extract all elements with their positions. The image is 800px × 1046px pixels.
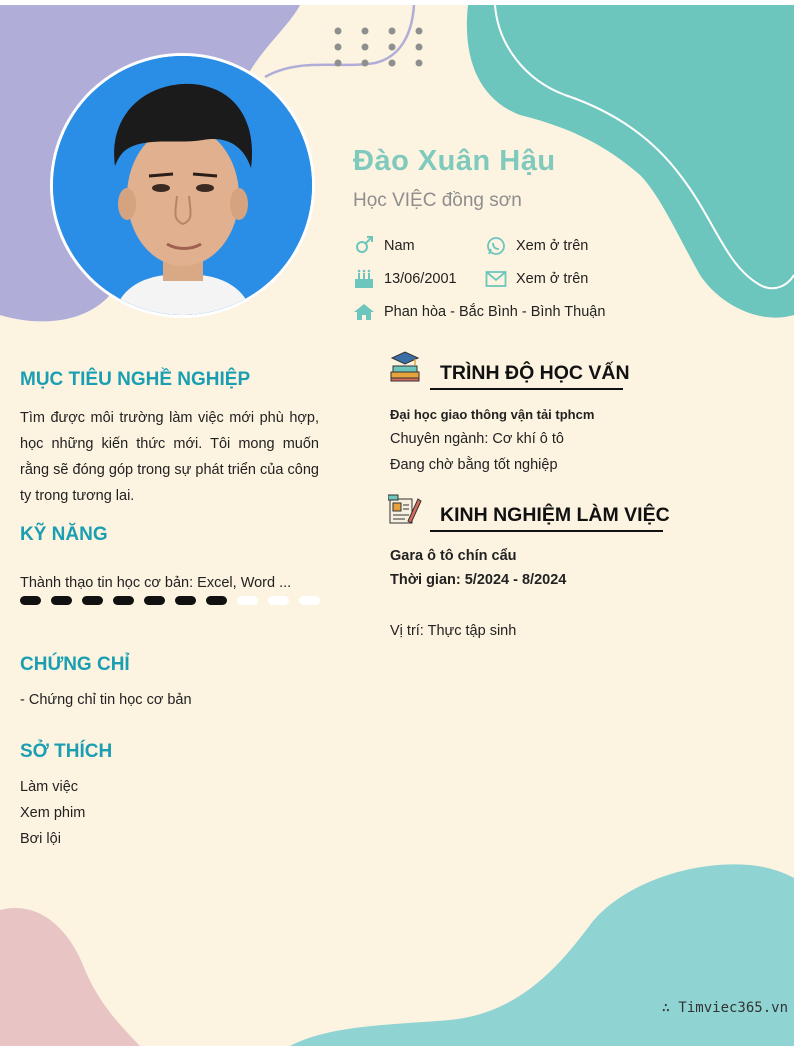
education-title: TRÌNH ĐỘ HỌC VẤN bbox=[440, 362, 630, 384]
birthday-cake-icon bbox=[353, 268, 375, 290]
skill-level-dot-filled bbox=[20, 596, 41, 605]
hobby-item: Làm việc bbox=[20, 779, 79, 795]
candidate-name: Đào Xuân Hậu bbox=[353, 145, 556, 177]
skill-name: Thành thạo tin học cơ bản: Excel, Word ... bbox=[20, 575, 292, 591]
profile-photo bbox=[50, 53, 315, 318]
skill-level-dot-filled bbox=[175, 596, 196, 605]
phone-value: Xem ở trên bbox=[516, 238, 589, 254]
work-experience-icon bbox=[388, 493, 422, 530]
hobby-item: Bơi lội bbox=[20, 831, 61, 847]
skills-title: KỸ NĂNG bbox=[20, 524, 108, 545]
avatar bbox=[53, 56, 312, 315]
school-name: Đại học giao thông vận tải tphcm bbox=[390, 407, 595, 422]
gender-icon bbox=[353, 235, 375, 257]
address-value: Phan hòa - Bắc Bình - Bình Thuận bbox=[384, 304, 606, 320]
skill-level-bar bbox=[20, 596, 320, 605]
watermark-text: ∴ Timviec365.vn bbox=[661, 1000, 788, 1016]
education-underline bbox=[430, 388, 623, 390]
hobbies-title: SỞ THÍCH bbox=[20, 741, 113, 762]
company-name: Gara ô tô chín cẩu bbox=[390, 548, 517, 564]
info-address bbox=[353, 301, 605, 323]
certificate-item: - Chứng chỉ tin học cơ bản bbox=[20, 692, 192, 708]
experience-period: Thời gian: 5/2024 - 8/2024 bbox=[390, 572, 567, 588]
experience-title: KINH NGHIỆM LÀM VIỆC bbox=[440, 504, 670, 526]
skill-level-dot-empty bbox=[237, 596, 258, 605]
email-value: Xem ở trên bbox=[516, 271, 589, 287]
education-major: Chuyên ngành: Cơ khí ô tô bbox=[390, 431, 564, 447]
experience-position: Vị trí: Thực tập sinh bbox=[390, 623, 517, 639]
birthdate-value: 13/06/2001 bbox=[384, 271, 457, 287]
graduation-cap-icon bbox=[388, 350, 422, 387]
info-phone bbox=[485, 235, 588, 257]
education-status: Đang chờ bằng tốt nghiệp bbox=[390, 457, 558, 473]
resume-page bbox=[0, 5, 794, 1046]
person-portrait bbox=[53, 56, 312, 315]
objective-title: MỤC TIÊU NGHỀ NGHIỆP bbox=[20, 369, 251, 390]
skill-level-dot-empty bbox=[299, 596, 320, 605]
skill-level-dot-filled bbox=[51, 596, 72, 605]
hobby-item: Xem phim bbox=[20, 805, 86, 821]
objective-text: Tìm được môi trường làm việc mới phù hợp, học những kiến thức mới. Tôi mong muốn rằng sẽ đóng góp trong sự phát triển của công ty trong tương lai. bbox=[20, 410, 319, 504]
info-email bbox=[485, 268, 588, 290]
candidate-role: Học VIỆC đồng sơn bbox=[353, 190, 522, 211]
certificates-title: CHỨNG CHỈ bbox=[20, 654, 130, 675]
skill-level-dot-filled bbox=[113, 596, 134, 605]
home-icon bbox=[353, 301, 375, 323]
experience-underline bbox=[430, 530, 663, 532]
skill-level-dot-filled bbox=[206, 596, 227, 605]
skill-level-dot-filled bbox=[144, 596, 165, 605]
info-gender bbox=[353, 235, 415, 257]
skill-level-dot-empty bbox=[268, 596, 289, 605]
skill-level-dot-filled bbox=[82, 596, 103, 605]
envelope-icon bbox=[485, 268, 507, 290]
whatsapp-icon bbox=[485, 235, 507, 257]
info-birthdate bbox=[353, 268, 457, 290]
gender-value: Nam bbox=[384, 238, 415, 254]
